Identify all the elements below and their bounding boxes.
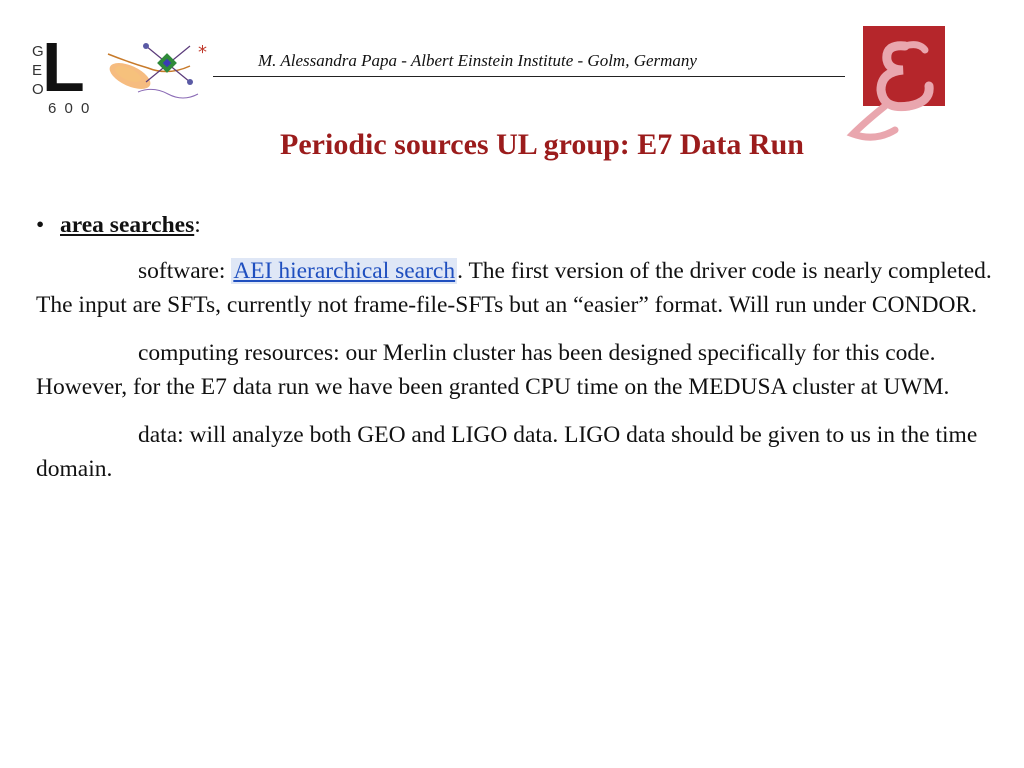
gravitational-wave-interferometer-icon bbox=[98, 36, 218, 106]
slide-title: Periodic sources UL group: E7 Data Run bbox=[280, 128, 804, 161]
aei-hierarchical-search-link[interactable]: AEI hierarchical search bbox=[233, 258, 456, 284]
software-text: . The first version of the driver code is nearly completed. The input are SFTs, currently not frame-file-SFTs but an “easier” format. Will run under CONDOR. bbox=[36, 258, 992, 318]
slide-body bbox=[36, 208, 996, 500]
geo600-logo bbox=[28, 28, 218, 120]
paragraph-computing-resources: computing resources: our Merlin cluster has been designed specifically for this code. However, for the E7 data run we have been granted CPU time on the MEDUSA cluster at UWM. bbox=[36, 340, 950, 400]
aei-einstein-logo-icon bbox=[845, 26, 950, 144]
paragraph-data: data: will analyze both GEO and LIGO data. LIGO data should be given to us in the time domain. bbox=[36, 422, 978, 482]
bullet-heading: area searches bbox=[60, 212, 195, 238]
bullet-colon: : bbox=[194, 212, 201, 238]
geo-letter-g: G bbox=[32, 43, 44, 60]
bullet-area-searches bbox=[36, 208, 996, 242]
bullet-marker: • bbox=[36, 212, 45, 238]
header-divider bbox=[213, 76, 845, 77]
svg-text:*: * bbox=[198, 42, 207, 63]
geo-letter-e: E bbox=[32, 62, 43, 79]
geo-letter-o: O bbox=[32, 81, 44, 98]
geo-number-600: 6 0 0 bbox=[48, 100, 92, 117]
software-lead: software: bbox=[138, 258, 232, 284]
geo-l-letter: L bbox=[42, 28, 85, 106]
header-author-line: M. Alessandra Papa - Albert Einstein Institute - Golm, Germany bbox=[258, 51, 697, 70]
paragraph-software bbox=[36, 254, 996, 322]
aei-logo bbox=[845, 26, 950, 144]
